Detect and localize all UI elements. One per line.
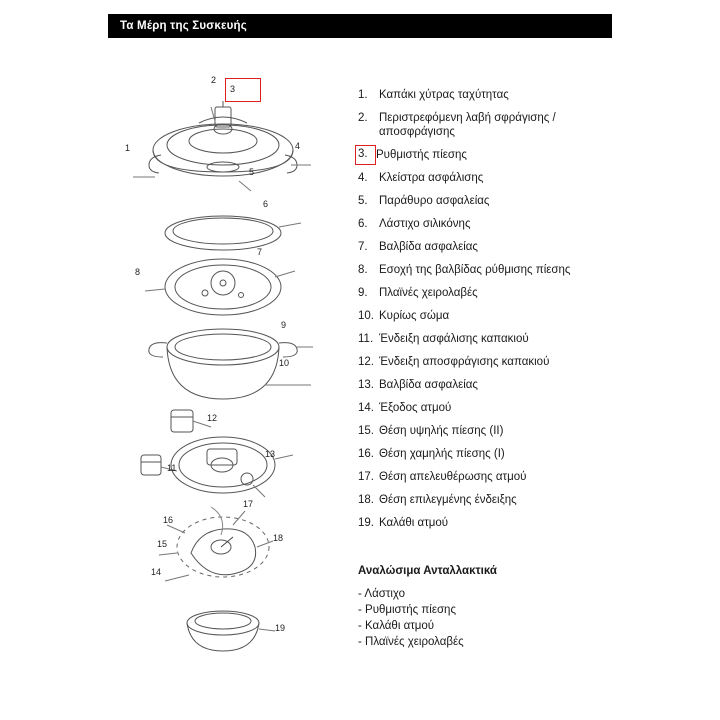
part-number: 1. [358,89,368,101]
spare-part-item: - Λάστιχο [358,588,406,600]
part-number: 10. [358,310,374,322]
part-label: Καπάκι χύτρας ταχύτητας [379,89,509,101]
part-item-2 [358,111,608,139]
part-label: Περιστρεφόμενη λαβή σφράγισης /αποσφράγισης [379,112,556,138]
part-number: 13. [358,379,374,391]
part-item-11 [358,332,608,346]
part-number: 16. [358,448,374,460]
diagram-svg [115,55,350,675]
part-item-8 [358,263,608,277]
part-item-5 [358,194,608,208]
spare-parts-section [358,565,608,650]
part-label: Λάστιχο σιλικόνης [379,218,471,230]
part-item-13 [358,378,608,392]
diagram-label-19: 19 [275,623,286,633]
spare-part-item: - Καλάθι ατμού [358,620,435,632]
part-item-9 [358,286,608,300]
part-number: 11. [358,333,374,345]
part-item-6 [358,217,608,231]
part-item-15 [358,424,608,438]
diagram-label-7: 7 [257,247,263,257]
diagram-label-3: 3 [230,84,236,94]
part-item-19 [358,516,608,530]
diagram-label-9: 9 [281,320,287,330]
part-label: Καλάθι ατμού [379,517,449,529]
part-label: Κυρίως σώμα [379,310,450,322]
diagram-label-8: 8 [135,267,141,277]
part-label: Κλείστρα ασφάλισης [379,172,484,184]
part-number: 8. [358,264,368,276]
diagram-label-5: 5 [249,167,255,177]
part-label: Εσοχή της βαλβίδας ρύθμισης πίεσης [379,264,571,276]
part-label: Πλαϊνές χειρολαβές [379,287,478,299]
diagram-label-11: 11 [167,463,177,473]
diagram-label-17: 17 [243,499,254,509]
part-number: 19. [358,517,374,529]
part-number: 2. [358,112,368,124]
diagram-label-13: 13 [265,449,276,459]
part-item-17 [358,470,608,484]
part-number-highlighted: 3. [355,145,376,165]
part-item-10 [358,309,608,323]
part-label: Παράθυρο ασφαλείας [379,195,490,207]
parts-list [358,88,608,539]
diagram-label-14: 14 [151,567,162,577]
part-number: 18. [358,494,374,506]
part-label: Θέση απελευθέρωσης ατμού [379,471,527,483]
part-item-16 [358,447,608,461]
part-label: Ένδειξη αποσφράγισης καπακιού [379,356,550,368]
part-item-14 [358,401,608,415]
part-item-4 [358,171,608,185]
spare-part-item: - Πλαϊνές χειρολαβές [358,636,464,648]
part-number: 14. [358,402,374,414]
part-label: Έξοδος ατμού [379,402,452,414]
part-item-7 [358,240,608,254]
part-item-12 [358,355,608,369]
part-number: 6. [358,218,368,230]
part-label: Θέση υψηλής πίεσης (II) [379,425,504,437]
part-label: Θέση χαμηλής πίεσης (I) [379,448,505,460]
spare-part-item: - Ρυθμιστής πίεσης [358,604,456,616]
diagram-label-15: 15 [157,539,168,549]
part-label: Βαλβίδα ασφαλείας [379,241,478,253]
diagram-label-6: 6 [263,199,269,209]
part-number: 12. [358,356,374,368]
diagram-label-4: 4 [295,141,301,151]
part-item-18 [358,493,608,507]
part-item-3 [358,148,608,162]
exploded-diagram [115,55,350,675]
part-number: 9. [358,287,368,299]
diagram-label-1: 1 [125,143,131,153]
part-number: 4. [358,172,368,184]
diagram-label-18: 18 [273,533,284,543]
diagram-label-10: 10 [279,358,290,368]
diagram-label-16: 16 [163,515,174,525]
diagram-label-2: 2 [211,75,217,85]
part-number: 15. [358,425,374,437]
part-number: 17. [358,471,374,483]
part-label: Ένδειξη ασφάλισης καπακιού [379,333,529,345]
part-label: Ρυθμιστής πίεσης [376,149,467,161]
part-number: 5. [358,195,368,207]
part-label: Βαλβίδα ασφαλείας [379,379,478,391]
diagram-label-12: 12 [207,413,218,423]
spare-parts-title: Αναλώσιμα Ανταλλακτικά [358,565,497,577]
page-title: Τα Μέρη της Συσκευής [108,14,612,38]
part-item-1 [358,88,608,102]
part-label: Θέση επιλεγμένης ένδειξης [379,494,517,506]
part-number: 7. [358,241,368,253]
